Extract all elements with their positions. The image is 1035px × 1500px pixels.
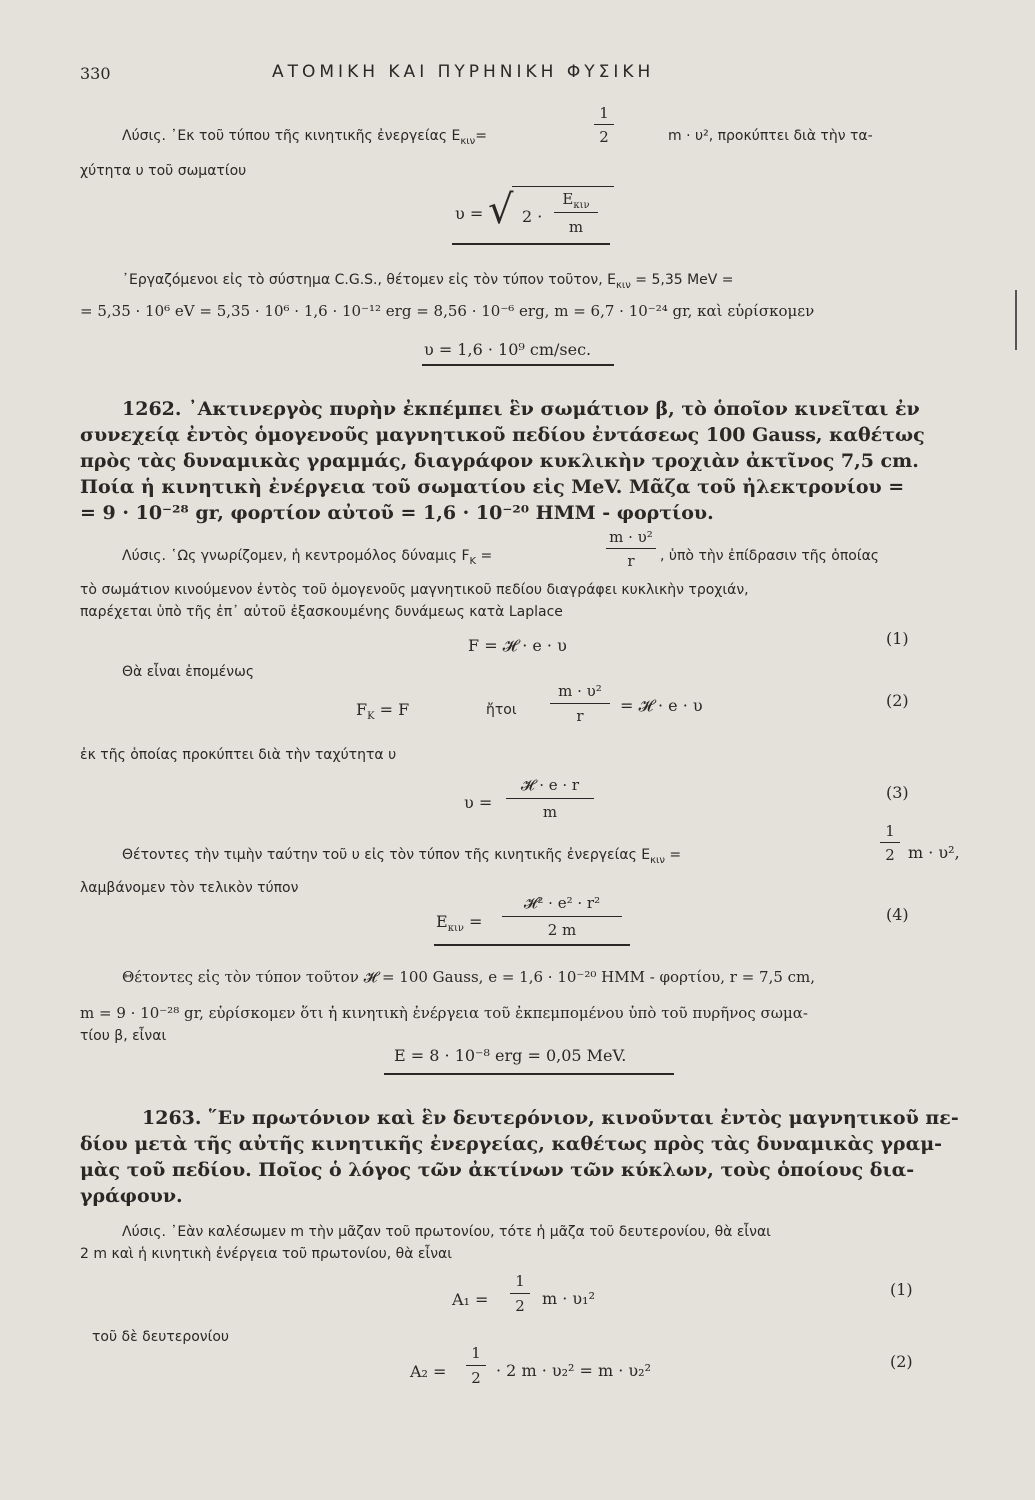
equation-term: · 2 m · υ₂² = m · υ₂² [496, 1361, 651, 1380]
problem-number: 1263. [142, 1107, 202, 1129]
fraction-half-denominator: 2 [599, 128, 609, 146]
solution-text: τίου β, εἶναι [80, 1028, 167, 1044]
equation-A1-left: A₁ = [452, 1290, 489, 1309]
fraction-numerator: m · υ² [609, 528, 653, 546]
fraction-bar [466, 1365, 486, 1366]
fraction-denominator: 2 [515, 1297, 525, 1315]
fraction-bar [554, 212, 598, 213]
equation-2-left [356, 700, 410, 723]
fraction-numerator: 𝓗² · e² · r² [523, 894, 601, 912]
problem-text: γράφουν. [80, 1185, 183, 1207]
equation-3-left: υ = [464, 793, 493, 812]
fraction-denominator: 2 [471, 1369, 481, 1387]
running-title: ΑΤΟΜΙΚΗ ΚΑΙ ΠΥΡΗΝΙΚΗ ΦΥΣΙΚΗ [272, 62, 655, 82]
sqrt-symbol: √ [488, 187, 514, 233]
result-equation: υ = 1,6 · 10⁹ cm/sec. [424, 340, 592, 359]
equation-term: = 𝓗 · e · υ [620, 696, 703, 715]
problem-number: 1262. [122, 398, 182, 420]
problem-line [142, 1106, 959, 1130]
solution-text: = 5,35 · 10⁶ eV = 5,35 · 10⁶ · 1,6 · 10⁻¹² erg = 8,56 · 10⁻⁶ erg, m = 6,7 · 10⁻²⁴ gr, καὶ εὑρίσκομεν [80, 302, 815, 320]
underline-rule [384, 1073, 674, 1075]
subscript: κιν [460, 135, 476, 147]
solution-line [122, 126, 487, 146]
fraction-numerator: 𝓗 · e · r [520, 776, 580, 794]
solution-text: Λύσις. ῾Ως γνωρίζομεν, ἡ κεντρομόλος δύναμις F [122, 548, 470, 564]
solution-line [122, 546, 492, 566]
fraction-bar [606, 548, 656, 549]
fraction-bar [502, 916, 622, 917]
solution-text: = [476, 548, 493, 564]
solution-text: Λύσις. ᾿Εὰν καλέσωμεν m τὴν μᾶζαν τοῦ πρωτονίου, τότε ἡ μᾶζα τοῦ δευτερονίου, θὰ εἶναι [122, 1224, 771, 1240]
underline-rule [422, 364, 614, 366]
solution-text: Θὰ εἶναι ἑπομένως [122, 664, 255, 680]
fraction-numerator: 1 [515, 1272, 525, 1290]
fraction-bar [510, 1293, 530, 1294]
fraction-bar [550, 703, 610, 704]
final-result: E = 8 · 10⁻⁸ erg = 0,05 MeV. [394, 1046, 627, 1065]
underline-rule [452, 243, 610, 245]
solution-text: τὸ σωμάτιον κινούμενον ἐντὸς τοῦ ὁμογενοῦς μαγνητικοῦ πεδίου διαγράφει κυκλικὴν τροχιάν, [80, 582, 749, 598]
solution-line [122, 270, 734, 290]
equation-A2-left: A₂ = [410, 1362, 447, 1381]
problem-text: δίου μετὰ τῆς αὐτῆς κινητικῆς ἐνεργείας, καθέτως πρὸς τὰς δυναμικὰς γραμ- [80, 1133, 942, 1155]
equation-term: m · υ², [908, 843, 960, 862]
fraction-denominator: 2 m [547, 921, 577, 939]
solution-text: ἐκ τῆς ὁποίας προκύπτει διὰ τὴν ταχύτητα υ [80, 747, 397, 763]
problem-text: = 9 · 10⁻²⁸ gr, φορτίον αὐτοῦ = 1,6 · 10⁻²⁰ HMM - φορτίου. [80, 502, 714, 524]
equation-term: = [463, 912, 483, 931]
solution-text: Λύσις. ᾿Εκ τοῦ τύπου τῆς κινητικῆς ἐνεργείας E [122, 128, 461, 144]
solution-text: ᾿Εργαζόμενοι εἰς τὸ σύστημα C.G.S., θέτομεν εἰς τὸν τύπον τοῦτον, E [122, 272, 616, 288]
equation-number: (1) [890, 1280, 913, 1299]
solution-text: m · υ², προκύπτει διὰ τὴν τα- [668, 128, 873, 144]
fraction-numerator: 1 [471, 1344, 481, 1362]
page-number: 330 [80, 64, 111, 83]
equation-number: (4) [886, 905, 909, 924]
equation-left: υ = [455, 204, 484, 223]
solution-text: = [664, 847, 682, 863]
equation-connector: ἤτοι [486, 702, 517, 718]
equation-4-left [436, 912, 483, 935]
fraction-denominator: 2 [885, 846, 895, 864]
equation-number: (2) [886, 691, 909, 710]
subscript: κιν [573, 200, 590, 211]
subscript: K [367, 711, 375, 723]
equation-number: (2) [890, 1352, 913, 1371]
problem-text: ῞Εν πρωτόνιον καὶ ἓν δευτερόνιον, κινοῦνται ἐντὸς μαγνητικοῦ πε- [208, 1107, 959, 1129]
fraction-denominator: r [576, 707, 584, 725]
solution-text: Θέτοντες τὴν τιμὴν ταύτην τοῦ υ εἰς τὸν τύπον τῆς κινητικῆς ἐνεργείας E [122, 847, 651, 863]
problem-text: μὰς τοῦ πεδίου. Ποῖος ὁ λόγος τῶν ἀκτίνων τῶν κύκλων, τοὺς ὁποίους δια- [80, 1159, 915, 1181]
sqrt-bar [512, 186, 614, 187]
solution-text: 2 m καὶ ἡ κινητικὴ ἐνέργεια τοῦ πρωτονίου, θὰ εἶναι [80, 1246, 453, 1262]
solution-text: = [475, 128, 487, 144]
equation-number: (1) [886, 629, 909, 648]
subscript: κιν [650, 854, 665, 866]
solution-text: = 5,35 MeV = [630, 272, 734, 288]
fraction-denominator: m [568, 218, 584, 236]
fraction-numerator: m · υ² [558, 682, 602, 700]
fraction-bar [594, 124, 614, 125]
fraction-denominator: m [542, 803, 558, 821]
solution-text: τοῦ δὲ δευτερονίου [92, 1329, 230, 1345]
solution-text: χύτητα υ τοῦ σωματίου [80, 163, 247, 179]
equation-term: m · υ₁² [542, 1289, 595, 1308]
equation-term: = F [374, 700, 410, 719]
solution-text: λαμβάνομεν τὸν τελικὸν τύπον [80, 880, 299, 896]
margin-mark [1015, 290, 1017, 350]
subscript: K [469, 555, 477, 567]
equation-symbol: E [436, 912, 448, 931]
fraction-numerator [552, 190, 600, 211]
fraction-bar [880, 842, 900, 843]
problem-text: ᾿Ακτινεργὸς πυρὴν ἐκπέμπει ἓν σωμάτιον β, τὸ ὁποῖον κινεῖται ἐν [188, 398, 920, 420]
energy-symbol: E [562, 190, 574, 208]
equation-number: (3) [886, 783, 909, 802]
problem-text: Ποία ἡ κινητικὴ ἐνέργεια τοῦ σωματίου εἰς MeV. Μᾶζα τοῦ ἠλεκτρονίου = [80, 476, 905, 498]
problem-text: συνεχείᾳ ἐντὸς ὁμογενοῦς μαγνητικοῦ πεδίου ἐντάσεως 100 Gauss, καθέτως [80, 424, 925, 446]
equation-symbol: F [356, 700, 368, 719]
solution-text: m = 9 · 10⁻²⁸ gr, εὑρίσκομεν ὅτι ἡ κινητικὴ ἐνέργεια τοῦ ἐκπεμπομένου ὑπὸ τοῦ πυρῆνος σωμα- [80, 1004, 808, 1022]
fraction-denominator: r [627, 552, 635, 570]
problem-text: πρὸς τὰς δυναμικὰς γραμμάς, διαγράφον κυκλικὴν τροχιὰν ἀκτῖνος 7,5 cm. [80, 450, 919, 472]
solution-text: παρέχεται ὑπὸ τῆς ἐπ᾿ αὐτοῦ ἐξασκουμένης δυνάμεως κατὰ Laplace [80, 604, 563, 620]
subscript: κιν [447, 923, 464, 935]
equation-term: 2 · [522, 207, 543, 226]
subscript: κιν [615, 279, 631, 291]
equation-1: F = 𝓗 · e · υ [468, 636, 567, 655]
solution-text: , ὑπὸ τὴν ἐπίδρασιν τῆς ὁποίας [660, 548, 880, 564]
fraction-half-numerator: 1 [599, 104, 609, 122]
underline-rule [434, 944, 630, 946]
fraction-bar [506, 798, 594, 799]
solution-text: Θέτοντες εἰς τὸν τύπον τοῦτον 𝓗 = 100 Gauss, e = 1,6 · 10⁻²⁰ HMM - φορτίου, r = 7,5 cm, [122, 968, 816, 986]
fraction-numerator: 1 [885, 822, 895, 840]
problem-line [122, 397, 920, 421]
solution-line [122, 845, 681, 865]
